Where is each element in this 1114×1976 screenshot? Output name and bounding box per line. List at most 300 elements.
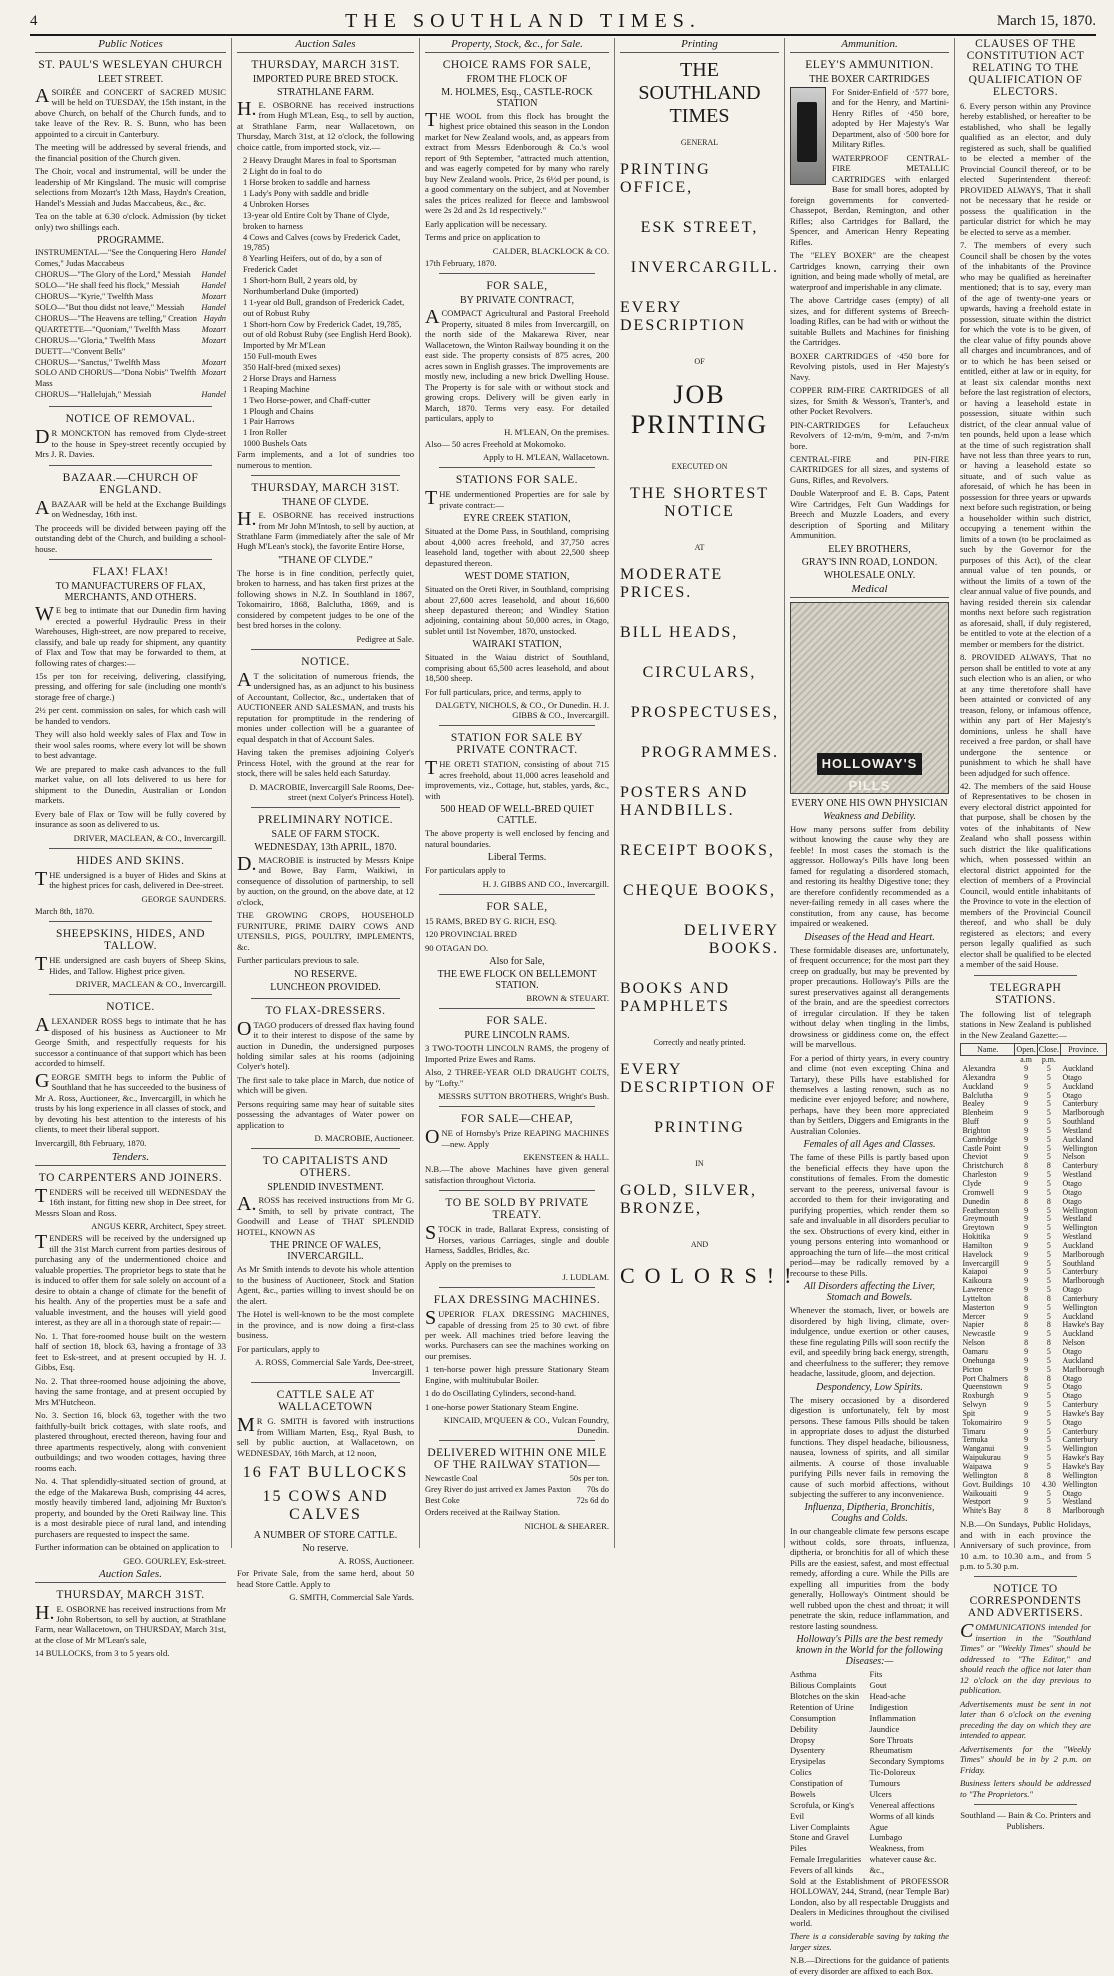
signature: ELEY BROTHERS, <box>828 543 911 555</box>
station-name: Cromwell <box>962 1187 995 1197</box>
notice-paragraph: We are prepared to make cash advances to the full market value, on all lots delivered to us here for shipment to the Dunedin, Australian or London markets. <box>35 763 226 806</box>
notice-paragraph: Also, 2 THREE-YEAR OLD DRAUGHT COLTS, by "Lofty." <box>425 1067 609 1088</box>
station-name: Spit <box>962 1408 976 1418</box>
notice-title: TELEGRAPH STATIONS. <box>989 981 1062 1006</box>
notice-paragraph: Business letters should be addressed to "The Proprietors." <box>960 1778 1091 1799</box>
station-name: Lawrence <box>962 1285 994 1295</box>
column-property-for-sale <box>420 38 615 1548</box>
notice-paragraph: These formidable diseases are, unfortunately, of frequent occurrence; for the most part they creep on gradually, but may be prevented by proper precautions. Holloway's Pills are the surest preservatives against all derangements of the brain, and are the speediest correctors of irregular circulation. If they be taken without delay when tingling in the limbs, drowsiness or giddiness come on, the effect will be marvellous. <box>790 944 949 1050</box>
province: Canterbury <box>1062 1267 1098 1277</box>
open-hour: 9 <box>1024 1329 1029 1339</box>
open-hour: 9 <box>1024 1072 1029 1082</box>
stock-item: 1 Reaping Machine <box>243 383 310 394</box>
notice-subtitle: Also for Sale, <box>489 956 545 968</box>
notice-paragraph: ACOMPACT Agricultural and Pastoral Freehold Property, situated 8 miles from Invercargill, on the north side of the Makarewa River, near Wallacetown, the Winton Railway bounding it on the east side. The property consists of 875 acres, 200 acres sown in English grasses. The improvements are mostly new, including a new brick Dwelling House. The Property is for sale with or without stock and growing crops. Delivery will be given early in March, 1870. Terms very easy. For detailed particulars, apply to <box>425 306 609 424</box>
close-hour: 5 <box>1046 1461 1051 1471</box>
station-name: Waikouaiti <box>962 1488 997 1498</box>
notice-title: HIDES AND SKINS. <box>76 854 185 867</box>
programme-title: PROGRAMME. <box>97 235 164 247</box>
printing-line: EXECUTED ON <box>671 462 728 471</box>
col-province: Province. <box>1060 1044 1106 1056</box>
province: Auckland <box>1062 1134 1094 1144</box>
printing-office-title: THE SOUTHLAND TIMES <box>638 59 761 127</box>
divider <box>439 1440 595 1441</box>
province: Otago <box>1062 1347 1082 1357</box>
close-hour: 5 <box>1046 1108 1051 1118</box>
notice-date: 17th February, 1870. <box>425 257 497 268</box>
signature: A. ROSS, Auctioneer. <box>338 1556 414 1567</box>
divider <box>439 1190 595 1191</box>
station-name: Greytown <box>962 1223 995 1233</box>
notice-paragraph: THE undersigned is a buyer of Hides and Skins at the highest prices for cash, delivered in Dee-street. <box>35 867 226 891</box>
programme-composer: Handel <box>201 390 226 400</box>
station-name: Balclutha <box>962 1090 993 1100</box>
notice-title: FLAX! FLAX! <box>92 566 169 579</box>
signature: KINCAID, M'QUEEN & CO., Vulcan Foundry, Dunedin. <box>443 1415 609 1436</box>
notice-paragraph: WE beg to intimate that our Dunedin firm having erected a powerful Hydraulic Press in their Warehouses, High-street, are now prepared to receive, classify, and bale up ready for shipment, any quantity of Flax and Tow that may be forwarded to them, at following rates of charges:— <box>35 603 226 668</box>
divider <box>439 1008 595 1009</box>
notice-paragraph: BOXER CARTRIDGES of ·450 bore for Revolving pistols, used in Her Majesty's Navy. <box>790 350 949 382</box>
province: Canterbury <box>1062 1435 1098 1445</box>
disease-item: Tic-Doloreux <box>869 1767 916 1778</box>
station-name: Havelock <box>962 1249 993 1259</box>
close-hour: 5 <box>1046 1417 1051 1427</box>
open-hour: 9 <box>1024 1117 1029 1127</box>
close-hour: 5 <box>1046 1187 1051 1197</box>
newspaper-title: THE SOUTHLAND TIMES. <box>345 9 701 32</box>
signature: D. MACROBIE, Invercargill Sale Rooms, Dee-street (next Colyer's Princess Hotel). <box>249 781 414 802</box>
disease-item: Scrofula, or King's Evil <box>790 1799 855 1821</box>
open-hour: 9 <box>1024 1453 1029 1463</box>
notice-paragraph: THE GROWING CROPS, HOUSEHOLD FURNITURE, PRIME DAIRY COWS AND UTENSILS, PIGS, POULTRY, IMPLEMENTS, &c. <box>237 910 414 952</box>
notice-paragraph: The horse is in fine condition, perfectly quiet, broken to harness, and has taken first prizes at the following shows in N.Z. In Southland in 1867, Tokomairiro, 1868, Balclutha, 1869, and is considered by competent judges to be one of the best bred horses in the colony. <box>237 567 414 631</box>
disease-item: Tumours <box>869 1778 900 1789</box>
notice-subtitle: THE EWE FLOCK ON BELLEMONT STATION. <box>437 969 597 992</box>
open-hour: 9 <box>1024 1444 1029 1454</box>
province: Marlborough <box>1062 1276 1105 1286</box>
province: Otago <box>1062 1488 1082 1498</box>
notice-paragraph: Tea on the table at 6.30 o'clock. Admission (by ticket only) two shillings each. <box>35 211 226 232</box>
disease-item: Rheumatism <box>869 1745 913 1756</box>
notice-paragraph: For a period of thirty years, in every country and clime (not even excepting China and Tartary), these Pills have established for themselves a lasting renown, such as no medicine ever enjoyed before; and nowhere, perhaps, have they been more appreciated than by Settlers, Diggers and Emigrants in the Australian Colonies. <box>790 1052 949 1136</box>
open-hour: 9 <box>1024 1108 1029 1118</box>
signature: NICHOL & SHEARER. <box>524 1520 609 1531</box>
notice-paragraph: N.B.—The above Machines have given general satisfaction throughout Victoria. <box>425 1164 609 1185</box>
open-hour: 9 <box>1024 1223 1029 1233</box>
programme-row <box>35 347 226 358</box>
close-hour: 5 <box>1046 1311 1051 1321</box>
open-hour: 8 <box>1024 1373 1029 1383</box>
close-hour: 5 <box>1046 1302 1051 1312</box>
printing-line: MODERATE PRICES. <box>620 566 724 601</box>
notice-title: FOR SALE—CHEAP, <box>460 1113 574 1126</box>
disease-item: Head-ache <box>869 1691 906 1702</box>
notice-paragraph: Orders received at the Railway Station. <box>425 1507 561 1518</box>
section-header: Printing <box>620 38 779 53</box>
close-hour: 8 <box>1046 1338 1051 1348</box>
programme-row <box>35 325 226 336</box>
notice-paragraph: No. 2. That three-roomed house adjoining the above, having the same frontage, and at present occupied by Mrs M'Hutcheon. <box>35 1375 226 1407</box>
programme-piece: CHORUS—"Hallelujah," Messiah <box>35 390 152 400</box>
divider <box>439 725 595 726</box>
station-name: Govt. Buildings <box>962 1479 1013 1489</box>
notice-subtitle: SALE OF FARM STOCK. <box>271 828 380 840</box>
notice-paragraph: COMMUNICATIONS intended for insertion in the "Southland Times" or "Weekly Times" should be addressed to "The Editor," and should reach the office not later than 12 o'clock on the day previous to publication. <box>960 1620 1091 1696</box>
disease-item: Ulcers <box>869 1788 892 1799</box>
notice-paragraph: For particulars, apply to <box>237 1343 320 1354</box>
divider <box>49 848 212 849</box>
station-name: White's Bay <box>962 1506 1001 1516</box>
province: Hawke's Bay <box>1062 1320 1105 1330</box>
station-name: Temuka <box>962 1435 988 1445</box>
station-name: Cambridge <box>962 1134 998 1144</box>
open-hour: 9 <box>1024 1125 1029 1135</box>
notice-paragraph: 15s per ton for receiving, delivering, classifying, pressing, and offering for sale (including one month's storage free of charge.) <box>35 670 226 702</box>
disease-item: Retention of Urine <box>790 1701 854 1712</box>
signature: A. ROSS, Commercial Sale Yards, Dee-street, Invercargill. <box>255 1357 414 1378</box>
note: WHOLESALE ONLY. <box>823 569 916 581</box>
notice-paragraph: 120 PROVINCIAL BRED <box>425 929 517 940</box>
notice-paragraph: Situated at the Dome Pass, in Southland, comprising about 4,000 acres freehold, and 37,750 acres leasehold land, together with about 22,500 sheep depastured thereon. <box>425 526 609 568</box>
open-hour: 9 <box>1024 1311 1029 1321</box>
programme-piece: CHORUS—"Gloria," Twelfth Mass <box>35 335 156 345</box>
disease-item: Asthma <box>790 1669 817 1680</box>
stock-item: 1 Short-horn Cow by Frederick Cadet, 19,785, out of old Robust Ruby (see English Herd Book). Imported by Mr M'Lean <box>243 318 412 351</box>
page-columns <box>30 38 1105 1976</box>
stock-item: 1 Iron Roller <box>243 427 287 438</box>
disease-item: Dysentery <box>790 1745 825 1756</box>
notice-title: CLAUSES OF THE CONSTITUTION ACT RELATING TO THE QUALIFICATION OF ELECTORS. <box>966 38 1085 98</box>
table-row <box>961 1507 1107 1516</box>
price-row <box>425 1485 609 1496</box>
signature: H. M'LEAN, On the premises. <box>504 426 609 437</box>
divider <box>251 1382 400 1383</box>
programme-composer: Handel <box>201 281 226 291</box>
station-name: Oamaru <box>962 1347 988 1357</box>
notice-paragraph: OTAGO producers of dressed flax having found it to their interest to dispose of the same by auction in Dunedin, the undersigned purposes holding similar sales at his rooms (adjoining Colyer's hotel). <box>237 1017 414 1072</box>
printing-line: EVERY DESCRIPTION <box>620 299 747 334</box>
close-hour: 5 <box>1046 1355 1051 1365</box>
printing-line: BOOKS AND PAMPHLETS <box>620 980 731 1015</box>
province: Otago <box>1062 1178 1082 1188</box>
notice-subtitle: A NUMBER OF STORE CATTLE. <box>253 1530 398 1542</box>
disease-item: Blotches on the skin <box>790 1691 860 1702</box>
divider <box>251 649 400 650</box>
province: Wellington <box>1062 1302 1098 1312</box>
notice-paragraph: Whenever the stomach, liver, or bowels are disordered by high living, climate, over-indulgence, undue exertion or other causes, these fine regulating Pills will soon rectify the evil, and speedily bring back energy, strength, and cheerfulness to the sufferer; they remove headache, lassitude, gloom, and dejection. <box>790 1305 949 1379</box>
subhead: Holloway's Pills are the best remedy known in the World for the following Diseases:— <box>796 1634 943 1668</box>
notice-paragraph: TENDERS will be received till WEDNESDAY the 16th instant, for fitting new shop in Dee street, for Messrs Sloan and Ross. <box>35 1185 226 1218</box>
station-name: Mercer <box>962 1311 986 1321</box>
disease-item: Dropsy <box>790 1734 816 1745</box>
clause-paragraph: 6. Every person within any Province hereby established, or hereafter to be established, who shall be legally qualified as an elector, and duly registered as such, shall be qualified to be elected a member of the Provincial Council thereof, or to be elected Superintendent thereof: PROVIDED ALWAYS, That it shall not be necessary that he reside or possess the qualification in the particular district for which he may be elected to serve as a member. <box>960 101 1091 237</box>
close-hour: 8 <box>1046 1293 1051 1303</box>
divider <box>49 994 212 995</box>
signature: CALDER, BLACKLOCK & CO. <box>492 245 609 256</box>
printing-line: CIRCULARS, <box>642 664 757 681</box>
station-name: Newcastle <box>962 1329 996 1339</box>
notice-title: FOR SALE. <box>486 1015 548 1028</box>
notice-date: March 8th, 1870. <box>35 905 95 916</box>
disease-item: Inflammation <box>869 1712 916 1723</box>
signature: DRIVER, MACLEAN, & CO., Invercargill. <box>73 832 226 843</box>
signature: H. J. GIBBS AND CO., Invercargill. <box>482 878 609 889</box>
notice-paragraph: STOCK in trade, Ballarat Express, consisting of Horses, various Carriages, single and double Harness, Saddles, Bridles, &c. <box>425 1222 609 1256</box>
stock-item: 4 Cows and Calves (cows by Frederick Cadet, 19,785) <box>243 231 401 253</box>
open-hour: 9 <box>1024 1170 1029 1180</box>
province: Auckland <box>1062 1329 1094 1339</box>
disease-item: Stone and Gravel <box>790 1832 850 1843</box>
printing-line: BILL HEADS, <box>620 624 739 641</box>
stock-item: 150 Full-mouth Ewes <box>243 351 317 362</box>
price-row <box>425 1496 609 1507</box>
printing-line: JOB PRINTING <box>630 380 769 439</box>
printing-line: EVERY DESCRIPTION OF <box>620 1061 777 1096</box>
open-hour: 9 <box>1024 1355 1029 1365</box>
province: Canterbury <box>1062 1400 1098 1410</box>
column-auction-sales <box>232 38 420 1603</box>
notice-paragraph: The "ELEY BOXER" are the cheapest Cartridges known, carrying their own ignition, and being made wholly of metal, are waterproof and imperishable in any climate. <box>790 250 949 292</box>
programme-piece: SOLO—"He shall feed his flock," Messiah <box>35 281 180 291</box>
close-hour: 5 <box>1046 1240 1051 1250</box>
notice-title: CATTLE SALE AT WALLACETOWN <box>276 1389 375 1414</box>
open-hour: 8 <box>1024 1293 1029 1303</box>
disease-item: Secondary Symptoms <box>869 1756 944 1767</box>
col-close: Close. <box>1038 1045 1059 1055</box>
station-name: Port Chalmers <box>962 1373 1008 1383</box>
notice-paragraph: For Private Sale, from the same herd, about 50 head Store Cattle. Apply to <box>237 1568 414 1589</box>
printing-line: GENERAL <box>680 138 719 147</box>
notice-paragraph: H.E. OSBORNE has received instructions from Mr John M'Intosh, to sell by auction, at Strathlane Farm (immediately after the sale of Mr Hugh M'Lean's stock), the favorite Entire Horse, <box>237 508 414 552</box>
programme-row <box>35 358 226 369</box>
signature: EKENSTEEN & HALL. <box>523 1152 609 1163</box>
printing-line: POSTERS AND HANDBILLS. <box>620 784 749 819</box>
programme-row <box>35 281 226 292</box>
programme-composer: Mozart <box>201 335 226 345</box>
notice-title: NOTICE OF REMOVAL. <box>65 413 196 426</box>
notice-paragraph: THE ORETI STATION, consisting of about 715 acres freehold, about 11,000 acres leasehold and improvements, viz., Cottage, hut, stables, yards, &c., with <box>425 757 609 801</box>
subhead: Despondency, Low Spirits. <box>816 1381 923 1393</box>
notice-paragraph: Early application will be necessary. <box>425 218 547 229</box>
notice-subtitle: IMPORTED PURE BRED STOCK. <box>252 74 399 85</box>
programme-composer: Haydn <box>203 313 226 323</box>
station-name: Lyttelton <box>962 1293 991 1303</box>
province: Hawke's Bay <box>1062 1461 1105 1471</box>
hotel-name: THE PRINCE OF WALES, INVERCARGILL. <box>270 1240 381 1263</box>
close-hour: 5 <box>1046 1453 1051 1463</box>
notice-paragraph: The above Cartridge cases (empty) of all sizes, and for different systems of Breech-loading Rifles, can be had with or without the suitable Bullets and Machines for finishing the Cartridges. <box>790 295 949 348</box>
notice-paragraph: 90 OTAGAN DO. <box>425 942 489 953</box>
programme-row <box>35 314 226 325</box>
notice-paragraph: How many persons suffer from debility without knowing the cause why they are feeble! In most cases the stomach is the aggressor. Holloway's Pills have long been famed for regulating a disordered stomach, and restoring its healthy Digestive tone; they are therefore confidently recommended as a never-failing remedy in all cases where the constitution, from any cause, has become impaired or weakened. <box>790 823 949 929</box>
open-hour: 9 <box>1024 1240 1029 1250</box>
programme-row <box>35 368 226 390</box>
open-hour: 10 <box>1022 1479 1031 1489</box>
notice-subtitle: STRATHLANE FARM. <box>276 87 375 98</box>
notice-title: FOR SALE, <box>486 900 548 913</box>
printing-line: IN <box>695 1159 704 1168</box>
stock-item: 1 Short-horn Bull, 2 years old, by Northumberland Duke (imported) <box>243 275 359 296</box>
close-hour: 5 <box>1046 1117 1051 1127</box>
big-lot: 15 COWS AND CALVES <box>262 1488 389 1524</box>
section-header: Auction Sales. <box>35 1568 226 1583</box>
notice-title: THURSDAY, MARCH 31ST. <box>251 482 400 495</box>
station-name: Charleston <box>962 1170 997 1180</box>
notice-paragraph: The meeting will be addressed by several friends, and the financial position of the Church given. <box>35 142 226 163</box>
notice-paragraph: Every bale of Flax or Tow will be fully covered by insurance as soon as delivered to us. <box>35 808 226 830</box>
divider <box>439 273 595 274</box>
station-name: Clyde <box>962 1178 982 1188</box>
programme-composer: Mozart <box>201 324 226 334</box>
notice-paragraph: ASOIRÉE and CONCERT of SACRED MUSIC will be held on TUESDAY, the 15th instant, in the above Church, on behalf of the Church funds, and to take leave of the Rev. R. S. Bunn, who has been appointed to a circuit in Canterbury. <box>35 85 226 139</box>
open-hour: 9 <box>1024 1400 1029 1410</box>
printing-line: OF <box>694 357 705 366</box>
stock-item: 1 1-year old Bull, grandson of Frederick Cadet, out of Robust Ruby <box>243 296 405 318</box>
station-name: Castle Point <box>962 1143 1001 1153</box>
disease-item: Worms of all kinds <box>869 1810 935 1821</box>
notice-paragraph: 14 BULLOCKS, from 3 to 5 years old. <box>35 1648 170 1659</box>
section-header: Auction Sales <box>237 38 414 53</box>
close-hour: 8 <box>1046 1470 1051 1480</box>
disease-item: Bilious Complaints <box>790 1680 856 1691</box>
disease-column <box>790 1669 870 1876</box>
province: Nelson <box>1062 1338 1085 1348</box>
notice-subtitle: M. HOLMES, Esq., CASTLE-ROCK STATION <box>441 87 593 109</box>
stock-item: 1 Two Horse-power, and Chaff-cutter <box>243 394 371 405</box>
disease-item: Constipation of Bowels <box>790 1778 843 1799</box>
stock-item: 2 Heavy Draught Mares in foal to Sportsman <box>243 155 397 166</box>
notice-paragraph: No. 3. Section 16, block 63, together with the two faithfully-built brick cottages, with slate roofs, and plastered throughout, erected thereon, having four and three apartments respectively, along with convenient outbuildings; and two wooden cottages, having three rooms each. <box>35 1410 226 1473</box>
coal-price-list <box>425 1474 609 1507</box>
close-hour: 5 <box>1046 1435 1051 1445</box>
province: Auckland <box>1062 1081 1094 1091</box>
col-name: Name. <box>961 1044 1015 1056</box>
notice-subtitle: 500 HEAD OF WELL-BRED QUIET CATTLE. <box>440 804 594 827</box>
disease-item: Weakness, from whatever cause &c. &c., <box>869 1843 937 1876</box>
notice-title: STATION FOR SALE BY PRIVATE CONTRACT. <box>450 732 584 757</box>
telegraph-table-body <box>961 1065 1107 1516</box>
notice-paragraph: The fame of these Pills is partly based upon the beneficial effects they have upon the constitutions of females. From the domestic servant to the peeress, universal favour is accorded to them for their invigorating and purifying properties, which render them so safe and invaluable in all disorders peculiar to the sex. Obstructions of every kind, either in young persons entering into womanhood or approaching the turn of life—the most critical period—may be radically removed by a recourse to these Pills. <box>790 1152 949 1278</box>
close-hour: 5 <box>1046 1347 1051 1357</box>
programme-composer: Mozart <box>201 357 226 367</box>
notice-paragraph: The misery occasioned by a disordered digestion is unfortunately, felt by most persons. These famous Pills should be taken in appropriate doses to adjust the disturbed functions. They dispel headache, biliousness, nausea, lowness of spirits, and all similar ailments. A course of those invaluable purifying Pills never fails in removing the cause of such morbid affections, without subjecting the sufferer to any inconvenience. <box>790 1394 949 1499</box>
notice-paragraph: WATERPROOF CENTRAL-FIRE METALLIC CARTRIDGES with enlarged Base for small bores, adopted by foreign governments for converted-Chassepot, Berdan, Remington, and other Rifles; also Cartridges for Ballard, the Spencer, and American Henry Repeating Rifles. <box>790 152 949 247</box>
open-hour: 8 <box>1024 1506 1029 1516</box>
station-name: Napier <box>962 1320 984 1330</box>
column-public-notices <box>30 38 232 1659</box>
disease-item: Colics <box>790 1767 812 1778</box>
disease-item: Ague <box>869 1821 888 1832</box>
section-header: Ammunition. <box>790 38 949 53</box>
open-hour: 9 <box>1024 1214 1029 1224</box>
open-hour: 9 <box>1024 1258 1029 1268</box>
notice-paragraph: Further particulars previous to sale. <box>237 955 359 966</box>
signature: BROWN & STEUART. <box>526 993 609 1004</box>
programme-composer: Handel <box>201 270 226 280</box>
notice-paragraph: The proceeds will be divided between paying off the outstanding debt of the Church, and building a school-house. <box>35 522 226 554</box>
stock-item: 4 Unbroken Horses <box>243 198 310 209</box>
station-name: Wanganui <box>962 1444 995 1454</box>
open-hour: 8 <box>1024 1320 1029 1330</box>
station-name: Timaru <box>962 1426 986 1436</box>
notice-subtitle: TO MANUFACTURERS OF FLAX, MERCHANTS, AND OTHERS. <box>55 581 206 604</box>
close-hour: 5 <box>1046 1081 1051 1091</box>
notice-paragraph: AT the solicitation of numerous friends, the undersigned has, as an adjunct to his business of Accountant, Collector, &c., undertaken that of AUCTIONEER AND SALESMAN, and trusts his reputation for promptitude in the rendering of monies under collection will be a guarantee of equal despatch in that of Account Sales. <box>237 668 414 744</box>
programme-composer: Mozart <box>201 368 226 378</box>
close-hour: 5 <box>1046 1249 1051 1259</box>
big-lot: 16 FAT BULLOCKS <box>242 1464 409 1482</box>
subhead: Weakness and Debility. <box>823 810 916 822</box>
signature: Pedigree at Sale. <box>356 633 414 644</box>
notice-title: STATIONS FOR SALE. <box>455 474 579 487</box>
province: Hawke's Bay <box>1062 1453 1105 1463</box>
notice-title: THURSDAY, MARCH 31ST. <box>56 1588 205 1601</box>
open-hour: 8 <box>1024 1470 1029 1480</box>
clause-paragraph: 7. The members of every such Council shall be chosen by the votes of the inhabitants of the Province who may be qualified as hereinafter mentioned; that is to say, every man of the age of twenty-one years or upwards, having a freehold estate in possession, situate within the district for which the vote is to be given, of the clear value of fifty pounds above all charges and incumbrances, and of or to which he has been seised or entitled, either at law or in equity, for at least six calendar months next before the last registration of electors, or having a leasehold estate in possession, situate within such district, of the clear annual value of ten pounds, held upon a lease which at the time of such registration shall have not less than three years to run, or having a leasehold estate so situate, and of such value as aforesaid, of which he has been in possession for three years or upwards next before such registration, or being a householder within such district, occupying a tenement within the limits of a town (to be proclaimed as such by the Governor for the purposes of this Act), of the clear annual value of ten pounds, or without the limits of a town of the clear annual value of five pounds, and having resided therein six calendar months next before such registration as aforesaid, shall, if duly registered, be entitled to vote at the election of a member or members for the district. <box>960 240 1092 649</box>
notice-subtitle: SPLENDID INVESTMENT. <box>267 1182 384 1194</box>
disease-item: Liver Complaints <box>790 1821 850 1832</box>
signature: J. LUDLAM. <box>562 1272 609 1283</box>
price-item: Newcastle Coal <box>425 1474 478 1484</box>
printing-line: PRINTING OFFICE, <box>620 161 711 196</box>
disease-item: Fits <box>869 1669 883 1680</box>
stock-item: 2 Light do in foal to do <box>243 166 322 177</box>
table-row <box>961 1171 1107 1180</box>
notice-paragraph: Having taken the premises adjoining Colyer's Princess Hotel, with the ground at the rear for stock, there will be sales held each Saturday. <box>237 747 414 779</box>
close-hour: 5 <box>1046 1285 1051 1295</box>
close-hour: 5 <box>1046 1223 1051 1233</box>
notice-title: CHOICE RAMS FOR SALE, <box>442 59 592 71</box>
station-name: Invercargill <box>962 1258 1000 1268</box>
station-name: Blenheim <box>962 1108 994 1118</box>
notice-subtitle: THANE OF CLYDE. <box>282 497 369 509</box>
notice-paragraph: COPPER RIM-FIRE CARTRIDGES of all sizes, for Smith & Wesson's, Tranter's, and other Pocket Revolvers. <box>790 385 949 417</box>
cartridge-box-illustration <box>790 87 826 185</box>
printing-line: THE SHORTEST NOTICE <box>629 485 770 520</box>
divider <box>439 467 595 468</box>
province: Wellington <box>1062 1143 1098 1153</box>
printing-line: RECEIPT BOOKS, <box>620 842 775 859</box>
close-hour: 5 <box>1046 1276 1051 1286</box>
province: Wellington <box>1062 1479 1098 1489</box>
station-name: EYRE CREEK STATION, <box>463 513 571 525</box>
province: Auckland <box>1062 1240 1094 1250</box>
signature: G. SMITH, Commercial Sale Yards. <box>289 1592 414 1603</box>
open-hour: 9 <box>1024 1267 1029 1277</box>
notice-subtitle: Liberal Terms. <box>487 852 547 864</box>
open-hour: 9 <box>1024 1143 1029 1153</box>
province: Otago <box>1062 1285 1082 1295</box>
masthead <box>30 8 1096 36</box>
province: Hawke's Bay <box>1062 1408 1105 1418</box>
notice-title: TO CAPITALISTS AND OTHERS. <box>262 1155 389 1180</box>
stock-item: 2 Horse Drays and Harness <box>243 372 337 383</box>
printing-line: AND <box>690 1240 709 1249</box>
notice-title: FLAX DRESSING MACHINES. <box>433 1294 601 1307</box>
programme-piece: CHORUS—"The Heavens are telling," Creation <box>35 313 197 323</box>
notice-paragraph: H.E. OSBORNE has received instructions from Mr John Robertson, to sell by auction, at Strathlane Farm, near Wallacetown, on THURSDAY, March 31st, at the close of Mr M'Lean's sale, <box>35 1601 226 1645</box>
station-name: Picton <box>962 1364 983 1374</box>
notice-paragraph: Terms and price on application to <box>425 232 541 243</box>
divider <box>974 1576 1077 1577</box>
notice-paragraph: The following list of telegraph stations in New Zealand is published in the New Zealand Gazette:— <box>960 1008 1091 1040</box>
printing-line: INVERCARGILL. <box>630 259 779 276</box>
notice-title: NOTICE. <box>106 1001 155 1014</box>
province: Wellington <box>1062 1470 1098 1480</box>
divider <box>49 465 212 466</box>
close-hour: 5 <box>1046 1497 1051 1507</box>
programme-row <box>35 390 226 401</box>
